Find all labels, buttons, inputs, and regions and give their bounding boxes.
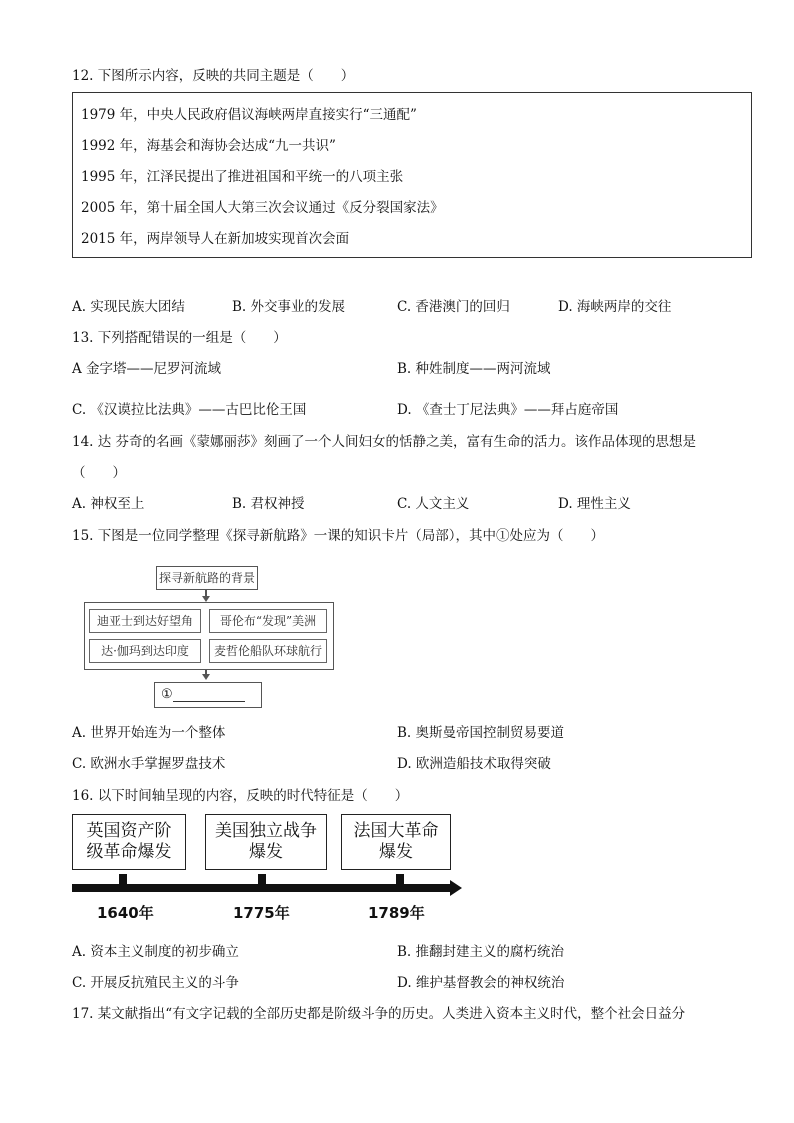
card-result-blank xyxy=(154,682,262,708)
q12-box-line: 1992 年，海基会和海协会达成“九一共识” xyxy=(81,138,336,154)
q12-option-b: B. 外交事业的发展 xyxy=(232,299,346,315)
q16-option-a: A. 资本主义制度的初步确立 xyxy=(72,944,239,960)
q13-option-c: C. 《汉谟拉比法典》——古巴比伦王国 xyxy=(72,402,307,418)
q15-stem: 15. 下图是一位同学整理《探寻新航路》一课的知识卡片（局部），其中①处应为（ ） xyxy=(72,528,605,544)
timeline-arrow-icon xyxy=(450,880,462,896)
card-cell: 达·伽玛到达印度 xyxy=(89,639,201,663)
knowledge-card xyxy=(84,562,334,710)
q13-stem: 13. 下列搭配错误的一组是（ ） xyxy=(72,330,287,346)
q12-option-d: D. 海峡两岸的交往 xyxy=(558,299,672,315)
card-cell: 哥伦布“发现”美洲 xyxy=(209,609,327,633)
q16-option-c: C. 开展反抗殖民主义的斗争 xyxy=(72,975,239,991)
timeline-event-line: 爆发 xyxy=(379,842,413,862)
circled-one-marker: ① xyxy=(161,687,173,702)
timeline-tick xyxy=(119,874,127,886)
q14-option-b: B. 君权神授 xyxy=(232,496,305,512)
q14-option-a: A. 神权至上 xyxy=(72,496,145,512)
card-arrow-icon xyxy=(202,674,210,680)
q15-option-b: B. 奥斯曼帝国控制贸易要道 xyxy=(397,725,565,741)
q16-option-b: B. 推翻封建主义的腐朽统治 xyxy=(397,944,565,960)
timeline-tick xyxy=(258,874,266,886)
q14-stem-continued: （ ） xyxy=(72,465,126,481)
q12-option-a: A. 实现民族大团结 xyxy=(72,299,185,315)
q12-box-line: 1995 年，江泽民提出了推进祖国和平统一的八项主张 xyxy=(81,169,404,185)
card-cell: 迪亚士到达好望角 xyxy=(89,609,201,633)
timeline-tick xyxy=(396,874,404,886)
timeline-event-line: 法国大革命 xyxy=(353,821,439,841)
timeline-year: 1775年 xyxy=(233,904,290,922)
q17-stem: 17. 某文献指出“有文字记载的全部历史都是阶级斗争的历史。人类进入资本主义时代，整个社会日益分 xyxy=(72,1006,686,1022)
q12-material-box xyxy=(72,92,752,258)
timeline-year: 1789年 xyxy=(368,904,425,922)
q15-option-a: A. 世界开始连为一个整体 xyxy=(72,725,226,741)
timeline-event-line: 爆发 xyxy=(249,842,283,862)
q12-stem: 12. 下图所示内容，反映的共同主题是（ ） xyxy=(72,68,355,84)
q15-option-d: D. 欧洲造船技术取得突破 xyxy=(397,756,551,772)
timeline-event-line: 美国独立战争 xyxy=(215,821,317,841)
timeline-year: 1640年 xyxy=(97,904,154,922)
q12-box-line: 2015 年，两岸领导人在新加坡实现首次会面 xyxy=(81,231,350,247)
q16-stem: 16. 以下时间轴呈现的内容，反映的时代特征是（ ） xyxy=(72,788,409,804)
timeline-event-line: 英国资产阶 xyxy=(86,821,172,841)
q13-option-a: A 金字塔——尼罗河流域 xyxy=(72,361,222,377)
q14-option-d: D. 理性主义 xyxy=(558,496,631,512)
q14-option-c: C. 人文主义 xyxy=(397,496,470,512)
timeline-event-box xyxy=(205,814,327,870)
card-header: 探寻新航路的背景 xyxy=(156,566,258,590)
q13-option-d: D. 《查士丁尼法典》——拜占庭帝国 xyxy=(397,402,619,418)
q16-option-d: D. 维护基督教会的神权统治 xyxy=(397,975,565,991)
card-cell: 麦哲伦船队环球航行 xyxy=(209,639,327,663)
card-background-group xyxy=(84,602,334,670)
q12-option-c: C. 香港澳门的回归 xyxy=(397,299,510,315)
q12-box-line: 2005 年，第十届全国人大第三次会议通过《反分裂国家法》 xyxy=(81,200,444,216)
fill-in-blank xyxy=(173,687,245,702)
timeline-event-box xyxy=(341,814,451,870)
q12-box-line: 1979 年，中央人民政府倡议海峡两岸直接实行“三通配” xyxy=(81,107,417,123)
q14-stem: 14. 达 芬奇的名画《蒙娜丽莎》刻画了一个人间妇女的恬静之美，富有生命的活力。该作品体现的思想是 xyxy=(72,434,697,450)
q13-option-b: B. 种姓制度——两河流域 xyxy=(397,361,551,377)
timeline-event-box xyxy=(72,814,186,870)
timeline-event-line: 级革命爆发 xyxy=(86,842,172,862)
q15-option-c: C. 欧洲水手掌握罗盘技术 xyxy=(72,756,226,772)
